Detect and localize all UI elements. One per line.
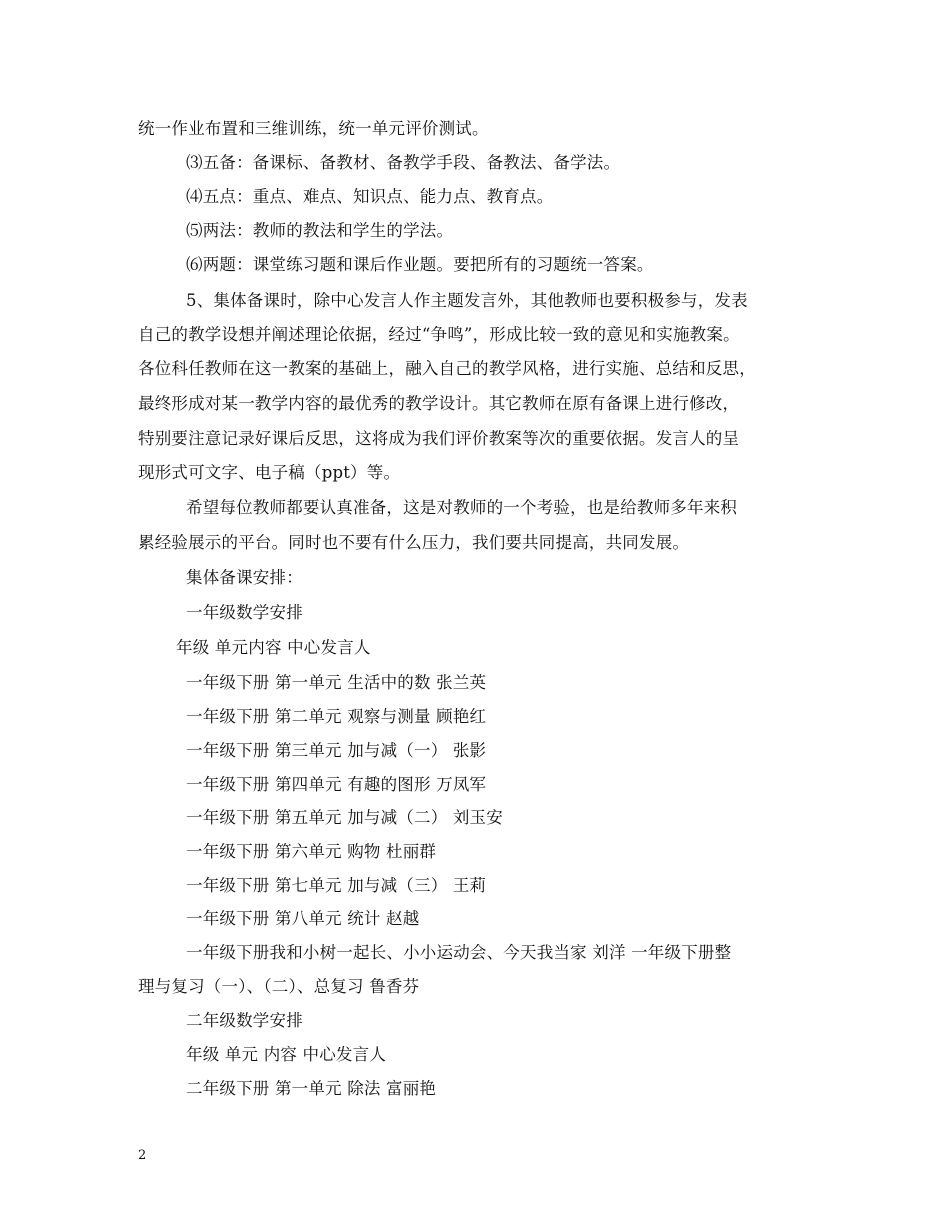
- text-line: ⑷五点：重点、难点、知识点、能力点、教育点。: [186, 187, 554, 206]
- text-line: 一年级下册 第四单元 有趣的图形 万凤军: [186, 775, 487, 794]
- text-line: 年级 单元 内容 中心发言人: [186, 1045, 387, 1064]
- text-line: 集体备课安排：: [186, 568, 303, 587]
- text-line: 最终形成对某一教学内容的最优秀的教学设计。其它教师在原有备课上进行修改，: [138, 394, 740, 413]
- text-line: 现形式可文字、电子稿（ppt）等。: [138, 463, 401, 482]
- text-line: 一年级下册 第三单元 加与减（一） 张影: [186, 741, 487, 760]
- text-line: 一年级下册我和小树一起长、小小运动会、今天我当家 刘洋 一年级下册整: [186, 943, 732, 962]
- text-line: 二年级下册 第一单元 除法 富丽艳: [186, 1079, 437, 1098]
- text-line: 一年级下册 第二单元 观察与测量 顾艳红: [186, 707, 487, 726]
- text-line: 一年级下册 第七单元 加与减（三） 王莉: [186, 876, 487, 895]
- text-line: 一年级下册 第五单元 加与减（二） 刘玉安: [186, 808, 503, 827]
- page-number: 2: [138, 1148, 147, 1163]
- text-line: ⑸两法：教师的教法和学生的学法。: [186, 221, 454, 240]
- text-line: 各位科任教师在这一教案的基础上，融入自己的教学风格，进行实施、总结和反思，: [138, 359, 756, 378]
- text-line: 理与复习（一）、（二）、总复习 鲁香芬: [138, 977, 420, 996]
- text-line: ⑶五备：备课标、备教材、备教学手段、备教法、备学法。: [186, 153, 621, 172]
- text-line: 希望每位教师都要认真准备，这是对教师的一个考验，也是给教师多年来积: [186, 498, 738, 517]
- text-line: 一年级下册 第八单元 统计 赵越: [186, 909, 420, 928]
- text-line: 自己的教学设想并阐述理论依据，经过“争鸣”，形成比较一致的意见和实施教案。: [138, 325, 740, 344]
- text-line: 一年级数学安排: [186, 603, 303, 622]
- text-line: ⑹两题：课堂练习题和课后作业题。要把所有的习题统一答案。: [186, 255, 654, 274]
- text-line: 一年级下册 第六单元 购物 杜丽群: [186, 842, 437, 861]
- text-line: 5、集体备课时，除中心发言人作主题发言外，其他教师也要积极参与，发表: [186, 291, 748, 310]
- text-line: 二年级数学安排: [186, 1011, 303, 1030]
- text-line: 特别要注意记录好课后反思，这将成为我们评价教案等次的重要依据。发言人的呈: [138, 429, 740, 448]
- text-line: 累经验展示的平台。同时也不要有什么压力，我们要共同提高，共同发展。: [138, 533, 690, 552]
- text-line: 年级 单元内容 中心发言人: [176, 638, 371, 657]
- text-line: 统一作业布置和三维训练，统一单元评价测试。: [138, 119, 489, 138]
- text-line: 一年级下册 第一单元 生活中的数 张兰英: [186, 673, 487, 692]
